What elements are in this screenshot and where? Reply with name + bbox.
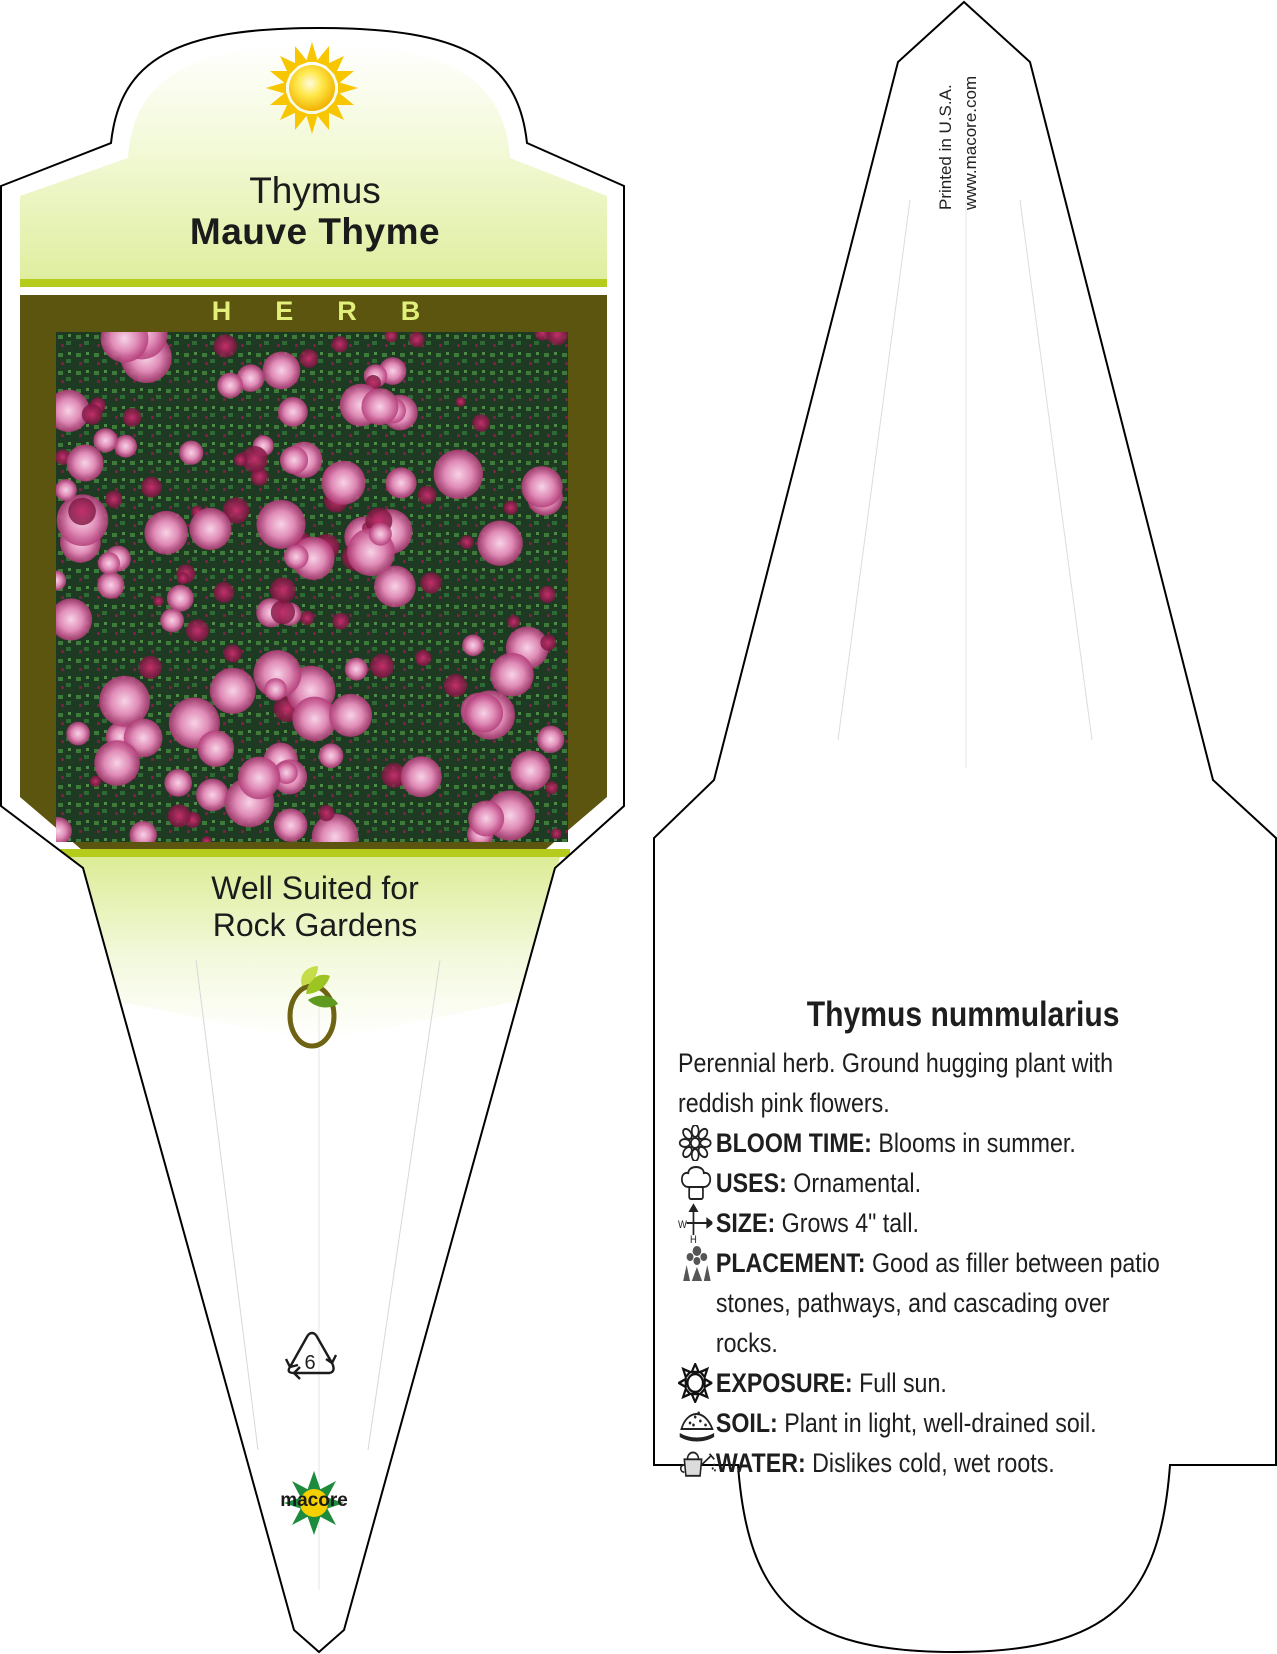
uses-row bbox=[678, 1163, 1168, 1203]
size-label: SIZE: bbox=[715, 1208, 776, 1238]
flower-cluster bbox=[66, 722, 90, 746]
flower-cluster bbox=[401, 756, 442, 797]
flower-cluster bbox=[521, 466, 562, 507]
flower-cluster bbox=[507, 615, 520, 628]
flower-cluster bbox=[464, 694, 503, 733]
exposure-label: EXPOSURE: bbox=[715, 1368, 853, 1398]
flower-cluster bbox=[144, 511, 188, 555]
water-value: Dislikes cold, wet roots. bbox=[812, 1448, 1055, 1478]
flower-cluster bbox=[186, 619, 209, 642]
flower-cluster bbox=[179, 441, 203, 465]
sun-outline-icon bbox=[678, 1363, 716, 1403]
category-label: HERB bbox=[211, 296, 465, 326]
flower-cluster bbox=[168, 804, 191, 827]
bloom-time-row bbox=[678, 1123, 1168, 1163]
flower-cluster bbox=[332, 336, 348, 352]
flower-icon bbox=[678, 1123, 716, 1163]
flower-cluster bbox=[271, 600, 295, 624]
plant-photo bbox=[56, 332, 568, 842]
flower-cluster bbox=[114, 435, 137, 458]
flower-cluster bbox=[177, 572, 189, 584]
botanical-name: Thymus nummularius bbox=[806, 995, 1120, 1034]
flower-cluster bbox=[214, 334, 237, 357]
flower-cluster bbox=[98, 552, 120, 574]
flower-cluster bbox=[234, 453, 247, 466]
flower-cluster bbox=[537, 726, 564, 753]
flower-cluster bbox=[361, 388, 398, 425]
flower-cluster bbox=[164, 769, 192, 797]
flower-cluster bbox=[198, 730, 235, 767]
flower-cluster bbox=[370, 654, 394, 678]
flower-cluster bbox=[278, 397, 308, 427]
soil-label: SOIL: bbox=[715, 1408, 778, 1438]
chef-hat-icon bbox=[678, 1163, 716, 1203]
flower-cluster bbox=[332, 613, 349, 630]
flower-cluster bbox=[153, 596, 163, 606]
bloom-time-value: Blooms in summer. bbox=[878, 1128, 1076, 1158]
flower-cluster bbox=[468, 801, 504, 837]
flower-cluster bbox=[551, 828, 562, 839]
size-icon bbox=[678, 1203, 716, 1243]
genus-name: Thymus bbox=[249, 170, 381, 211]
flower-cluster bbox=[214, 582, 235, 603]
soil-icon bbox=[678, 1403, 716, 1443]
exposure-row bbox=[678, 1363, 1168, 1403]
flower-cluster bbox=[420, 572, 441, 593]
flower-cluster bbox=[300, 349, 319, 368]
flower-cluster bbox=[418, 486, 437, 505]
flower-cluster bbox=[68, 498, 96, 526]
uses-label: USES: bbox=[715, 1168, 787, 1198]
recycle-number: 6 bbox=[304, 1352, 316, 1374]
flower-cluster bbox=[434, 450, 483, 499]
placement-row bbox=[678, 1243, 1168, 1363]
tagline-line-2: Rock Gardens bbox=[212, 907, 418, 943]
flower-cluster bbox=[329, 694, 372, 737]
flower-cluster bbox=[369, 523, 392, 546]
flower-cluster bbox=[539, 586, 556, 603]
flower-cluster bbox=[82, 404, 103, 425]
flower-cluster bbox=[274, 809, 307, 842]
flower-cluster bbox=[545, 781, 558, 794]
flower-cluster bbox=[415, 650, 431, 666]
flower-cluster bbox=[319, 743, 344, 768]
flower-cluster bbox=[196, 779, 229, 812]
flower-cluster bbox=[67, 445, 104, 482]
placement-label: PLACEMENT: bbox=[715, 1248, 866, 1278]
flower-cluster bbox=[490, 653, 534, 697]
size-value: Grows 4" tall. bbox=[781, 1208, 919, 1238]
care-instructions bbox=[678, 995, 1168, 1483]
tagline bbox=[150, 870, 480, 944]
flower-cluster bbox=[540, 635, 556, 651]
flower-cluster bbox=[318, 805, 334, 821]
flower-cluster bbox=[284, 544, 309, 569]
size-row bbox=[678, 1203, 1168, 1243]
bloom-time-label: BLOOM TIME: bbox=[715, 1128, 872, 1158]
plant-description: Perennial herb. Ground hugging plant with reddish pink flowers. bbox=[678, 1048, 1114, 1118]
flower-cluster bbox=[322, 461, 366, 505]
placement-icon bbox=[678, 1243, 716, 1283]
flower-cluster bbox=[97, 572, 124, 599]
uses-value: Ornamental. bbox=[793, 1168, 922, 1198]
soil-row bbox=[678, 1403, 1168, 1443]
common-name: Mauve Thyme bbox=[189, 211, 441, 252]
flower-cluster bbox=[210, 668, 256, 714]
flower-cluster bbox=[345, 658, 368, 681]
flower-cluster bbox=[263, 352, 301, 390]
website-label: www.macore.com bbox=[961, 75, 980, 210]
printed-in-label: Printed in U.S.A. bbox=[936, 84, 955, 210]
flower-cluster bbox=[94, 740, 140, 786]
svg-text:H: H bbox=[690, 1234, 697, 1243]
flower-cluster bbox=[409, 332, 425, 347]
flower-cluster bbox=[300, 611, 314, 625]
flower-cluster bbox=[217, 373, 243, 399]
placement-value: Good as filler between patio stones, pathways, and cascading over rocks. bbox=[715, 1248, 1160, 1358]
flower-cluster bbox=[167, 585, 194, 612]
svg-text:W: W bbox=[678, 1219, 687, 1232]
flower-cluster bbox=[462, 635, 484, 657]
flower-cluster bbox=[456, 397, 466, 407]
flower-cluster bbox=[510, 751, 550, 791]
flower-cluster bbox=[504, 501, 518, 515]
flower-cluster bbox=[105, 491, 122, 508]
flower-cluster bbox=[257, 500, 306, 549]
flower-cluster bbox=[224, 645, 242, 663]
water-label: WATER: bbox=[715, 1448, 806, 1478]
flower-cluster bbox=[280, 446, 308, 474]
exposure-value: Full sun. bbox=[859, 1368, 947, 1398]
flower-cluster bbox=[477, 521, 522, 566]
flower-cluster bbox=[386, 467, 417, 498]
flower-cluster bbox=[123, 408, 142, 427]
flower-cluster bbox=[93, 428, 117, 452]
watering-can-icon bbox=[678, 1443, 716, 1483]
soil-value: Plant in light, well-drained soil. bbox=[784, 1408, 1097, 1438]
brand-logo-text: macore bbox=[280, 1490, 348, 1511]
flower-cluster bbox=[460, 535, 474, 549]
water-row bbox=[678, 1443, 1168, 1483]
flower-cluster bbox=[189, 508, 231, 550]
flower-cluster bbox=[264, 678, 287, 701]
flower-cluster bbox=[141, 477, 162, 498]
flower-cluster bbox=[139, 656, 162, 679]
tagline-line-1: Well Suited for bbox=[211, 870, 419, 906]
flower-cluster bbox=[160, 609, 184, 633]
flower-cluster bbox=[238, 757, 281, 800]
flower-cluster bbox=[444, 674, 467, 697]
flower-cluster bbox=[472, 414, 490, 432]
